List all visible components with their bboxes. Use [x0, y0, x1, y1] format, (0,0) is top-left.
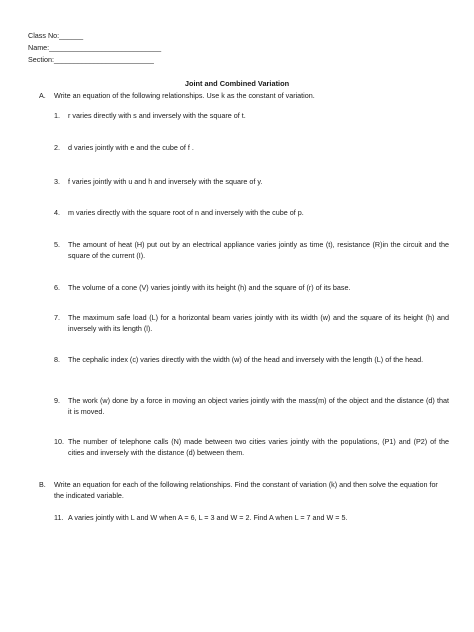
question-number: 2. [54, 143, 60, 152]
question-text: m varies directly with the square root of n and inversely with the cube of p. [68, 208, 304, 217]
class-no-field: Class No:______ [28, 31, 84, 40]
question-text: The volume of a cone (V) varies jointly with its height (h) and the square of (r) of its base. [68, 283, 351, 292]
question-number: 9. [54, 396, 60, 405]
question-text: d varies jointly with e and the cube of f . [68, 143, 194, 152]
name-field: Name:____________________________ [28, 43, 162, 52]
section-b-letter: B. [39, 480, 46, 489]
worksheet-title: Joint and Combined Variation [184, 79, 290, 88]
question-number: 8. [54, 355, 60, 364]
question-number: 10. [54, 437, 64, 446]
question-number: 11. [54, 513, 64, 522]
question-text: f varies jointly with u and h and inversely with the square of y. [68, 177, 263, 186]
section-field: Section:_________________________ [28, 55, 154, 64]
question-text: The cephalic index (c) varies directly with the width (w) of the head and inversely with the length (L) of the head. [68, 355, 424, 364]
question-number: 7. [54, 313, 60, 322]
question-number: 1. [54, 111, 60, 120]
question-number: 5. [54, 240, 60, 249]
question-text: A varies jointly with L and W when A = 6, L = 3 and W = 2. Find A when L = 7 and W = 5. [68, 513, 348, 522]
question-number: 4. [54, 208, 60, 217]
question-number: 6. [54, 283, 60, 292]
question-text: The amount of heat (H) put out by an electrical appliance varies jointly as time (t), resistance (R)in the circuit and the square of the current (I). [68, 240, 449, 260]
section-b-instruction: Write an equation for each of the following relationships. Find the constant of variation (k) and then solve the equation for the indicated variable. [54, 480, 438, 500]
section-a-instruction: Write an equation of the following relationships. Use k as the constant of variation. [54, 91, 315, 100]
question-text: The maximum safe load (L) for a horizontal beam varies jointly with its width (w) and the square of its height (h) and inversely with its length (l). [68, 313, 449, 333]
student-info-header [28, 30, 161, 66]
question-text: r varies directly with s and inversely with the square of t. [68, 111, 246, 120]
section-a-letter: A. [39, 91, 46, 100]
question-text: The number of telephone calls (N) made between two cities varies jointly with the populations, (P1) and (P2) of the cities and inversely with the distance (d) between them. [68, 437, 449, 457]
question-number: 3. [54, 177, 60, 186]
question-text: The work (w) done by a force in moving an object varies jointly with the mass(m) of the object and the distance (d) that it is moved. [68, 396, 449, 416]
